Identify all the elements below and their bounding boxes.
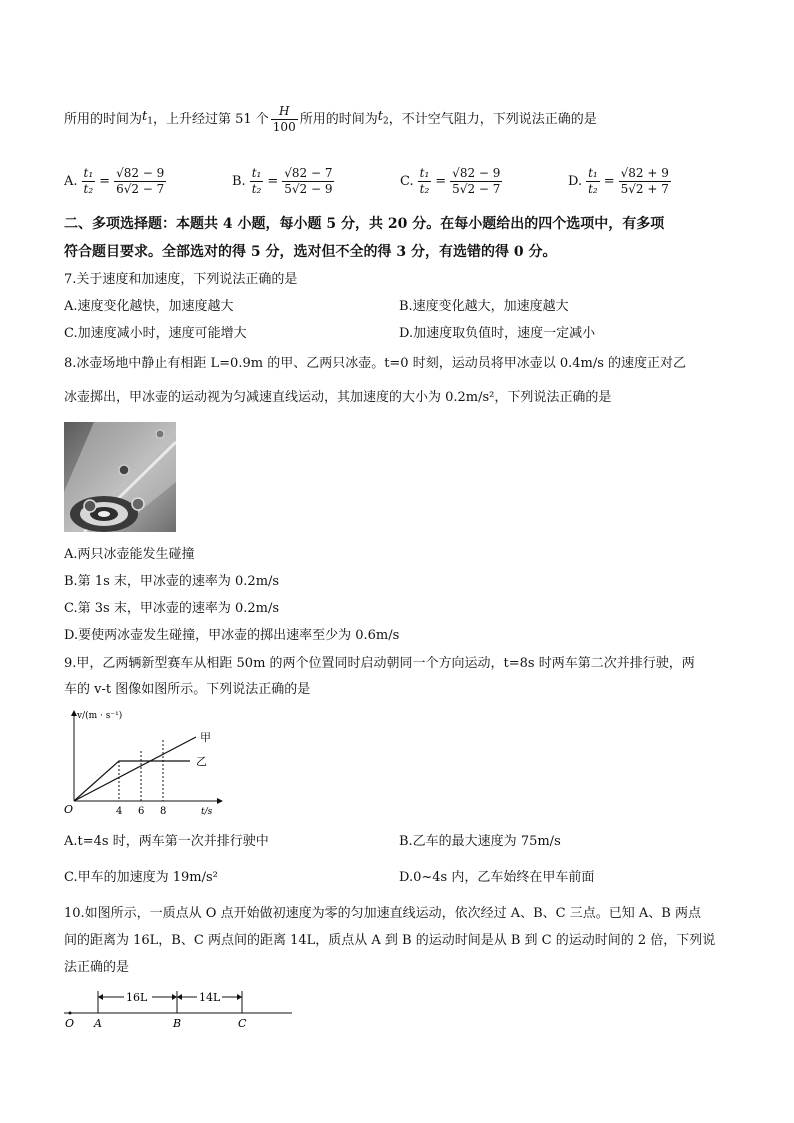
ratio-fraction: $\frac{\text{t₁}}{\text{t₂}}$ <box>419 166 430 196</box>
vt-tick-6: 6 <box>138 806 145 817</box>
ratio-fraction: $\frac{\text{t₁}}{\text{t₂}}$ <box>83 166 94 196</box>
option-fraction: $\frac{√82 - 9}{6√2 - 7}$ <box>116 166 165 196</box>
q7-option-a: A.速度变化越快，加速度越大 <box>64 299 234 314</box>
option-fraction: $\frac{√82 - 7}{5√2 - 9}$ <box>284 166 333 196</box>
vt-origin: O <box>64 803 74 816</box>
q6-text-c: 所用的时间为 <box>299 111 378 127</box>
q6-fraction: $\frac{H}{100}$ <box>272 104 296 134</box>
fig-seg2-arrow-left <box>177 994 182 1000</box>
fig-label-o: O <box>65 1017 75 1030</box>
vt-series-yi <box>74 761 190 801</box>
q7-option-c: C.加速度减小时，速度可能增大 <box>64 326 247 341</box>
q8-stem-1: 8.冰壶场地中静止有相距 L=0.9m 的甲、乙两只冰壶。t=0 时刻，运动员将甲冰壶以 0.4m/s 的速度正对乙 <box>64 356 687 371</box>
vt-y-label: v/(m · s⁻¹) <box>77 711 123 721</box>
q9-stem-2: 车的 v-t 图像如图所示。下列说法正确的是 <box>64 682 311 697</box>
q8-option-d: D.要使两冰壶发生碰撞，甲冰壶的掷出速率至少为 0.6m/s <box>64 628 400 643</box>
vt-tick-4: 4 <box>116 806 123 817</box>
fig-label-a: A <box>94 1017 102 1030</box>
fig-seg1-label: 16L <box>126 991 148 1004</box>
vt-tick-8: 8 <box>160 806 167 817</box>
curling-scene <box>64 422 176 532</box>
q6-text-a: 所用的时间为 <box>64 111 143 127</box>
q9-option-d: D.0~4s 内，乙车始终在甲车前面 <box>399 870 595 885</box>
curling-photo <box>64 422 176 532</box>
q6-continuation <box>64 104 597 135</box>
q8-option-b: B.第 1s 末，甲冰壶的速率为 0.2m/s <box>64 574 280 589</box>
section2-line1: 二、多项选择题：本题共 4 小题，每小题 5 分，共 20 分。在每小题给出的四个选项中，有多项 <box>64 216 665 232</box>
q8-option-c: C.第 3s 末，甲冰壶的速率为 0.2m/s <box>64 601 280 616</box>
q6-text-b: ，上升经过第 51 个 <box>152 111 269 127</box>
fig-seg1-arrow-left <box>98 994 103 1000</box>
q10-stem-1: 10.如图所示，一质点从 O 点开始做初速度为零的匀加速直线运动，依次经过 A、B、C 三点。已知 A、B 两点 <box>64 906 701 921</box>
fig-seg2-arrow-right <box>237 994 242 1000</box>
fig-label-c: C <box>238 1017 247 1030</box>
q6-t1: $t_1$ <box>142 109 153 127</box>
q9-option-b: B.乙车的最大速度为 75m/s <box>399 834 561 849</box>
option-fraction: $\frac{√82 - 9}{5√2 - 7}$ <box>452 166 501 196</box>
fig-seg2-label: 14L <box>199 991 221 1004</box>
ratio-fraction: $\frac{\text{t₁}}{\text{t₂}}$ <box>588 166 598 196</box>
q10-stem-3: 法正确的是 <box>64 960 130 975</box>
fig-point-o <box>69 1012 72 1015</box>
ratio-fraction: $\frac{\text{t₁}}{\text{t₂}}$ <box>251 166 262 196</box>
option-fraction: $\frac{√82 + 9}{5√2 + 7}$ <box>620 166 669 196</box>
q10-stem-2: 间的距离为 16L，B、C 两点间的距离 14L，质点从 A 到 B 的运动时间是从 B 到 C 的运动时间的 2 倍，下列说 <box>64 933 716 948</box>
q7-option-b: B.速度变化越大，加速度越大 <box>399 299 569 314</box>
q7-option-d: D.加速度取负值时，速度一定减小 <box>399 326 596 341</box>
vt-x-label: t/s <box>201 807 213 817</box>
section2-line2: 符合题目要求。全部选对的得 5 分，选对但不全的得 3 分，有选错的得 0 分。 <box>64 244 557 260</box>
q9-option-a: A.t=4s 时，两车第一次并排行驶中 <box>64 834 269 849</box>
fig-seg1-arrow-right <box>172 994 177 1000</box>
line-figure <box>60 985 300 1030</box>
q9-option-c: C.甲车的加速度为 19m/s² <box>64 870 218 885</box>
q6-text-d: ，不计空气阻力，下列说法正确的是 <box>388 111 597 127</box>
vt-graph <box>62 705 232 820</box>
q9-stem-1: 9.甲，乙两辆新型赛车从相距 50m 的两个位置同时启动朝同一个方向运动，t=8s 时两车第二次并排行驶，两 <box>64 656 695 671</box>
q6-option-c: C. $\frac{\text{t₁}}{\text{t₂}}$ = $\frac{√82 - 9}{5√2 - 7}$ <box>400 166 501 196</box>
q8-option-a: A.两只冰壶能发生碰撞 <box>64 547 195 562</box>
q6-option-d: D. $\frac{\text{t₁}}{\text{t₂}}$ = $\frac{√82 + 9}{5√2 + 7}$ <box>568 166 669 196</box>
q8-stem-2: 冰壶掷出，甲冰壶的运动视为匀减速直线运动，其加速度的大小为 0.2m/s²，下列说法正确的是 <box>64 390 612 405</box>
fig-label-b: B <box>173 1017 182 1030</box>
vt-series-yi-label: 乙 <box>196 755 207 768</box>
vt-series-jia <box>74 737 196 801</box>
q6-t2: $t_2$ <box>377 109 389 127</box>
q6-option-b: B. $\frac{\text{t₁}}{\text{t₂}}$ = $\frac{√82 - 7}{5√2 - 9}$ <box>232 166 333 196</box>
q6-option-a: A. $\frac{\text{t₁}}{\text{t₂}}$ = $\frac{√82 - 9}{6√2 - 7}$ <box>64 166 165 196</box>
vt-series-jia-label: 甲 <box>200 731 211 744</box>
q7-stem: 7.关于速度和加速度，下列说法正确的是 <box>64 272 298 287</box>
